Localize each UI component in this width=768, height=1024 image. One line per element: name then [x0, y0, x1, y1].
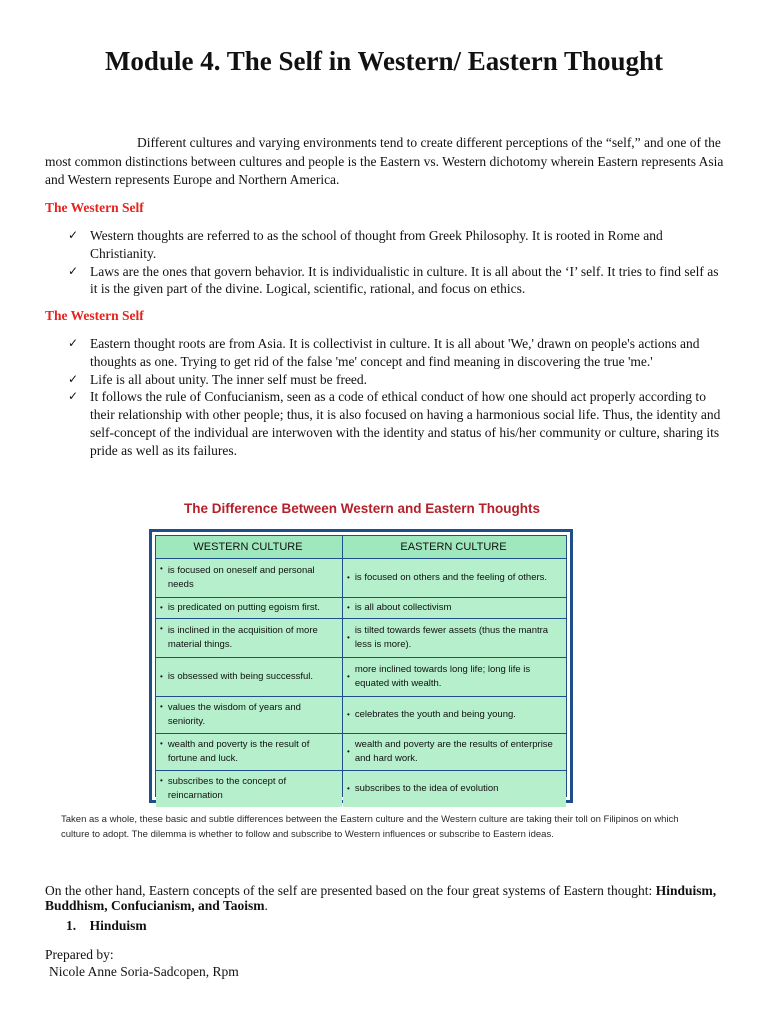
figure-title: The Difference Between Western and Eastern Thoughts [183, 501, 541, 516]
table-cell-eastern: • is focused on others and the feeling of others. [343, 559, 566, 597]
prepared-by [45, 946, 239, 980]
checklist-item: ✓ Life is all about unity. The inner self must be freed. [68, 371, 368, 387]
outro-paragraph: On the other hand, Eastern concepts of the self are presented based on the four great systems of Eastern thought: Hinduism, Buddhism, Confucianism, and Taoism. [45, 883, 717, 913]
table-cell-western: • is inclined in the acquisition of more material things. [156, 619, 342, 657]
comparison-table-frame [149, 529, 573, 803]
table-header-eastern: EASTERN CULTURE [343, 536, 566, 558]
bullet-icon: • [347, 710, 350, 719]
table-cell-eastern: • more inclined towards long life; long life is equated with wealth. [343, 658, 566, 696]
table-cell-eastern: • celebrates the youth and being young. [343, 697, 566, 733]
table-cell-western: • values the wisdom of years and seniority. [156, 697, 342, 733]
check-icon: ✓ [68, 371, 79, 386]
table-cell-western: • is obsessed with being successful. [156, 658, 342, 696]
bullet-icon: • [347, 784, 350, 793]
bullet-icon: • [347, 672, 350, 681]
prepared-label: Prepared by: [45, 947, 114, 962]
check-icon: ✓ [68, 336, 79, 350]
table-cell-eastern: • wealth and poverty are the results of enterprise and hard work. [343, 734, 566, 770]
checklist-item: ✓ Eastern thought roots are from Asia. It is collectivist in culture. It is all about 'We,' drawn on people's actions and thoughts as one. Trying to get rid of the false 'me' concept and find meaning in discovering the true 'me.' [68, 336, 700, 369]
table-header-western: WESTERN CULTURE [156, 536, 342, 558]
page-title: Module 4. The Self in Western/ Eastern Thought [104, 46, 664, 76]
intro-text: Different cultures and varying environments tend to create different perceptions of the “self,” and one of the most common distinctions between cultures and people is the Eastern vs. Western dichotomy wherein Eastern represents Asia and Western represents Europe and Northern America. [45, 135, 724, 187]
checklist-item: ✓ Western thoughts are referred to as the school of thought from Greek Philosophy. It is rooted in Rome and Christianity. [68, 228, 663, 261]
eastern-checklist [68, 335, 728, 460]
numbered-item-hinduism: 1. Hinduism [66, 918, 147, 933]
bullet-icon: • [347, 603, 350, 612]
figure-caption: Taken as a whole, these basic and subtle differences between the Eastern culture and the Western culture are taking their toll on Filipinos on which culture to adopt. The dilemma is whether to follow and subscribe to Western influences or subscribe to Eastern ideas. [61, 814, 679, 840]
check-icon: ✓ [68, 228, 79, 242]
table-cell-western: • is predicated on putting egoism first. [156, 598, 342, 618]
table-cell-eastern: • subscribes to the idea of evolution [343, 771, 566, 807]
bullet-icon: • [160, 603, 163, 612]
table-cell-western: • subscribes to the concept of reincarnation [156, 771, 342, 807]
bullet-icon: • [347, 633, 350, 642]
table-cell-eastern: • is all about collectivism [343, 598, 566, 618]
western-checklist [68, 227, 728, 298]
checklist-item: ✓ Laws are the ones that govern behavior. It is individualistic in culture. It is all about the ‘I’ self. It tries to find self as it is the given part of the divine. Logical, scientific, rational, and focus on ethics. [68, 263, 719, 297]
intro-paragraph [45, 134, 725, 190]
bullet-icon: • [347, 747, 350, 756]
bullet-icon: • [347, 573, 350, 582]
comparison-table [155, 535, 567, 801]
checklist-item: ✓ It follows the rule of Confucianism, seen as a code of ethical conduct of how one should act properly according to their relationship with other people; thus, it is also focused on having a harmonious social life. Thus, the identity and self-concept of the individual are interwoven with the identity and status of his/her community or culture, sharing its pride as well as its failures. [68, 389, 721, 458]
section-heading-eastern: The Western Self [45, 308, 144, 323]
bullet-icon: • [160, 564, 163, 573]
bullet-icon: • [160, 702, 163, 711]
table-cell-western: • wealth and poverty is the result of fortune and luck. [156, 734, 342, 770]
bullet-icon: • [160, 624, 163, 633]
eastern-systems: Hinduism, Buddhism, Confucianism, and Taoism [45, 883, 717, 913]
bullet-icon: • [160, 776, 163, 785]
table-cell-eastern: • is tilted towards fewer assets (thus the mantra less is more). [343, 619, 566, 657]
table-cell-western: • is focused on oneself and personal needs [156, 559, 342, 597]
check-icon: ✓ [68, 389, 79, 404]
section-heading-western: The Western Self [45, 200, 144, 215]
check-icon: ✓ [68, 263, 79, 278]
author-name: Nicole Anne Soria-Sadcopen, Rpm [49, 964, 239, 979]
bullet-icon: • [160, 672, 163, 681]
bullet-icon: • [160, 739, 163, 748]
